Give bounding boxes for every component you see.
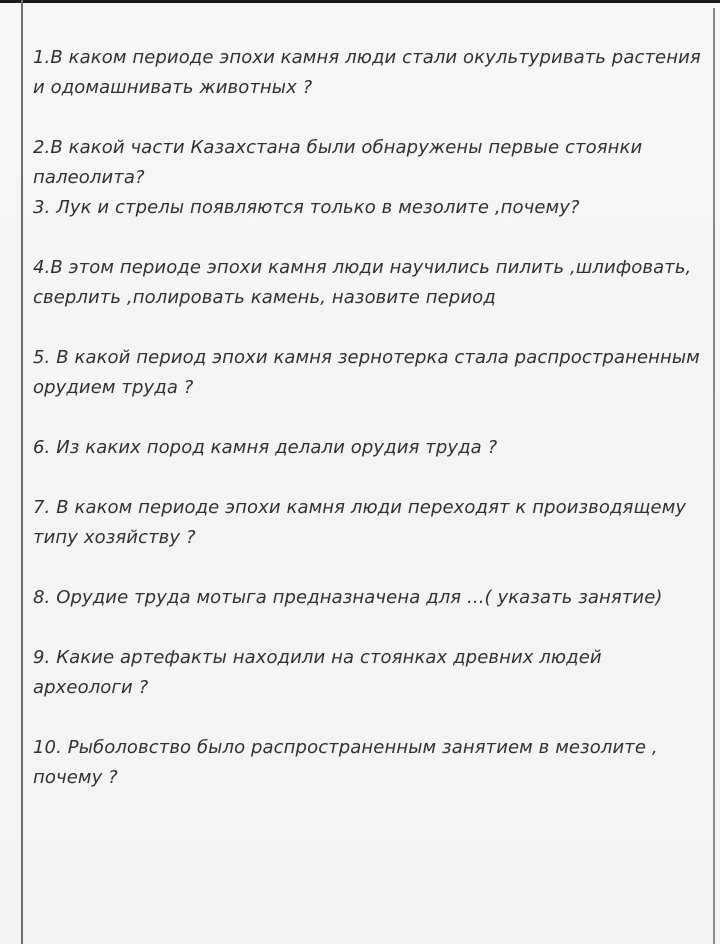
question-3: 3. Лук и стрелы появляются только в мезолите ,почему?	[33, 197, 580, 218]
top-border	[0, 0, 720, 3]
question-10: 10. Рыболовство было распространенным занятием в мезолите , почему ?	[33, 737, 658, 788]
question-6: 6. Из каких пород камня делали орудия труда ?	[33, 437, 498, 458]
right-margin-line	[713, 8, 715, 944]
question-list	[33, 43, 705, 793]
question-4: 4.В этом периоде эпохи камня люди научились пилить ,шлифовать, сверлить ,полировать камень, назовите период	[33, 257, 692, 308]
question-1: 1.В каком периоде эпохи камня люди стали окультуривать растения и одомашнивать животных ?	[33, 47, 701, 98]
question-2: 2.В какой части Казахстана были обнаружены первые стоянки палеолита?	[33, 137, 643, 188]
question-8: 8. Орудие труда мотыга предназначена для ...( указать занятие)	[33, 587, 663, 608]
question-9: 9. Какие артефакты находили на стоянках древних людей археологи ?	[33, 647, 602, 698]
question-7: 7. В каком периоде эпохи камня люди переходят к производящему типу хозяйству ?	[33, 497, 687, 548]
question-5: 5. В какой период эпохи камня зернотерка стала распространенным орудием труда ?	[33, 347, 700, 398]
left-margin-line	[21, 0, 23, 944]
